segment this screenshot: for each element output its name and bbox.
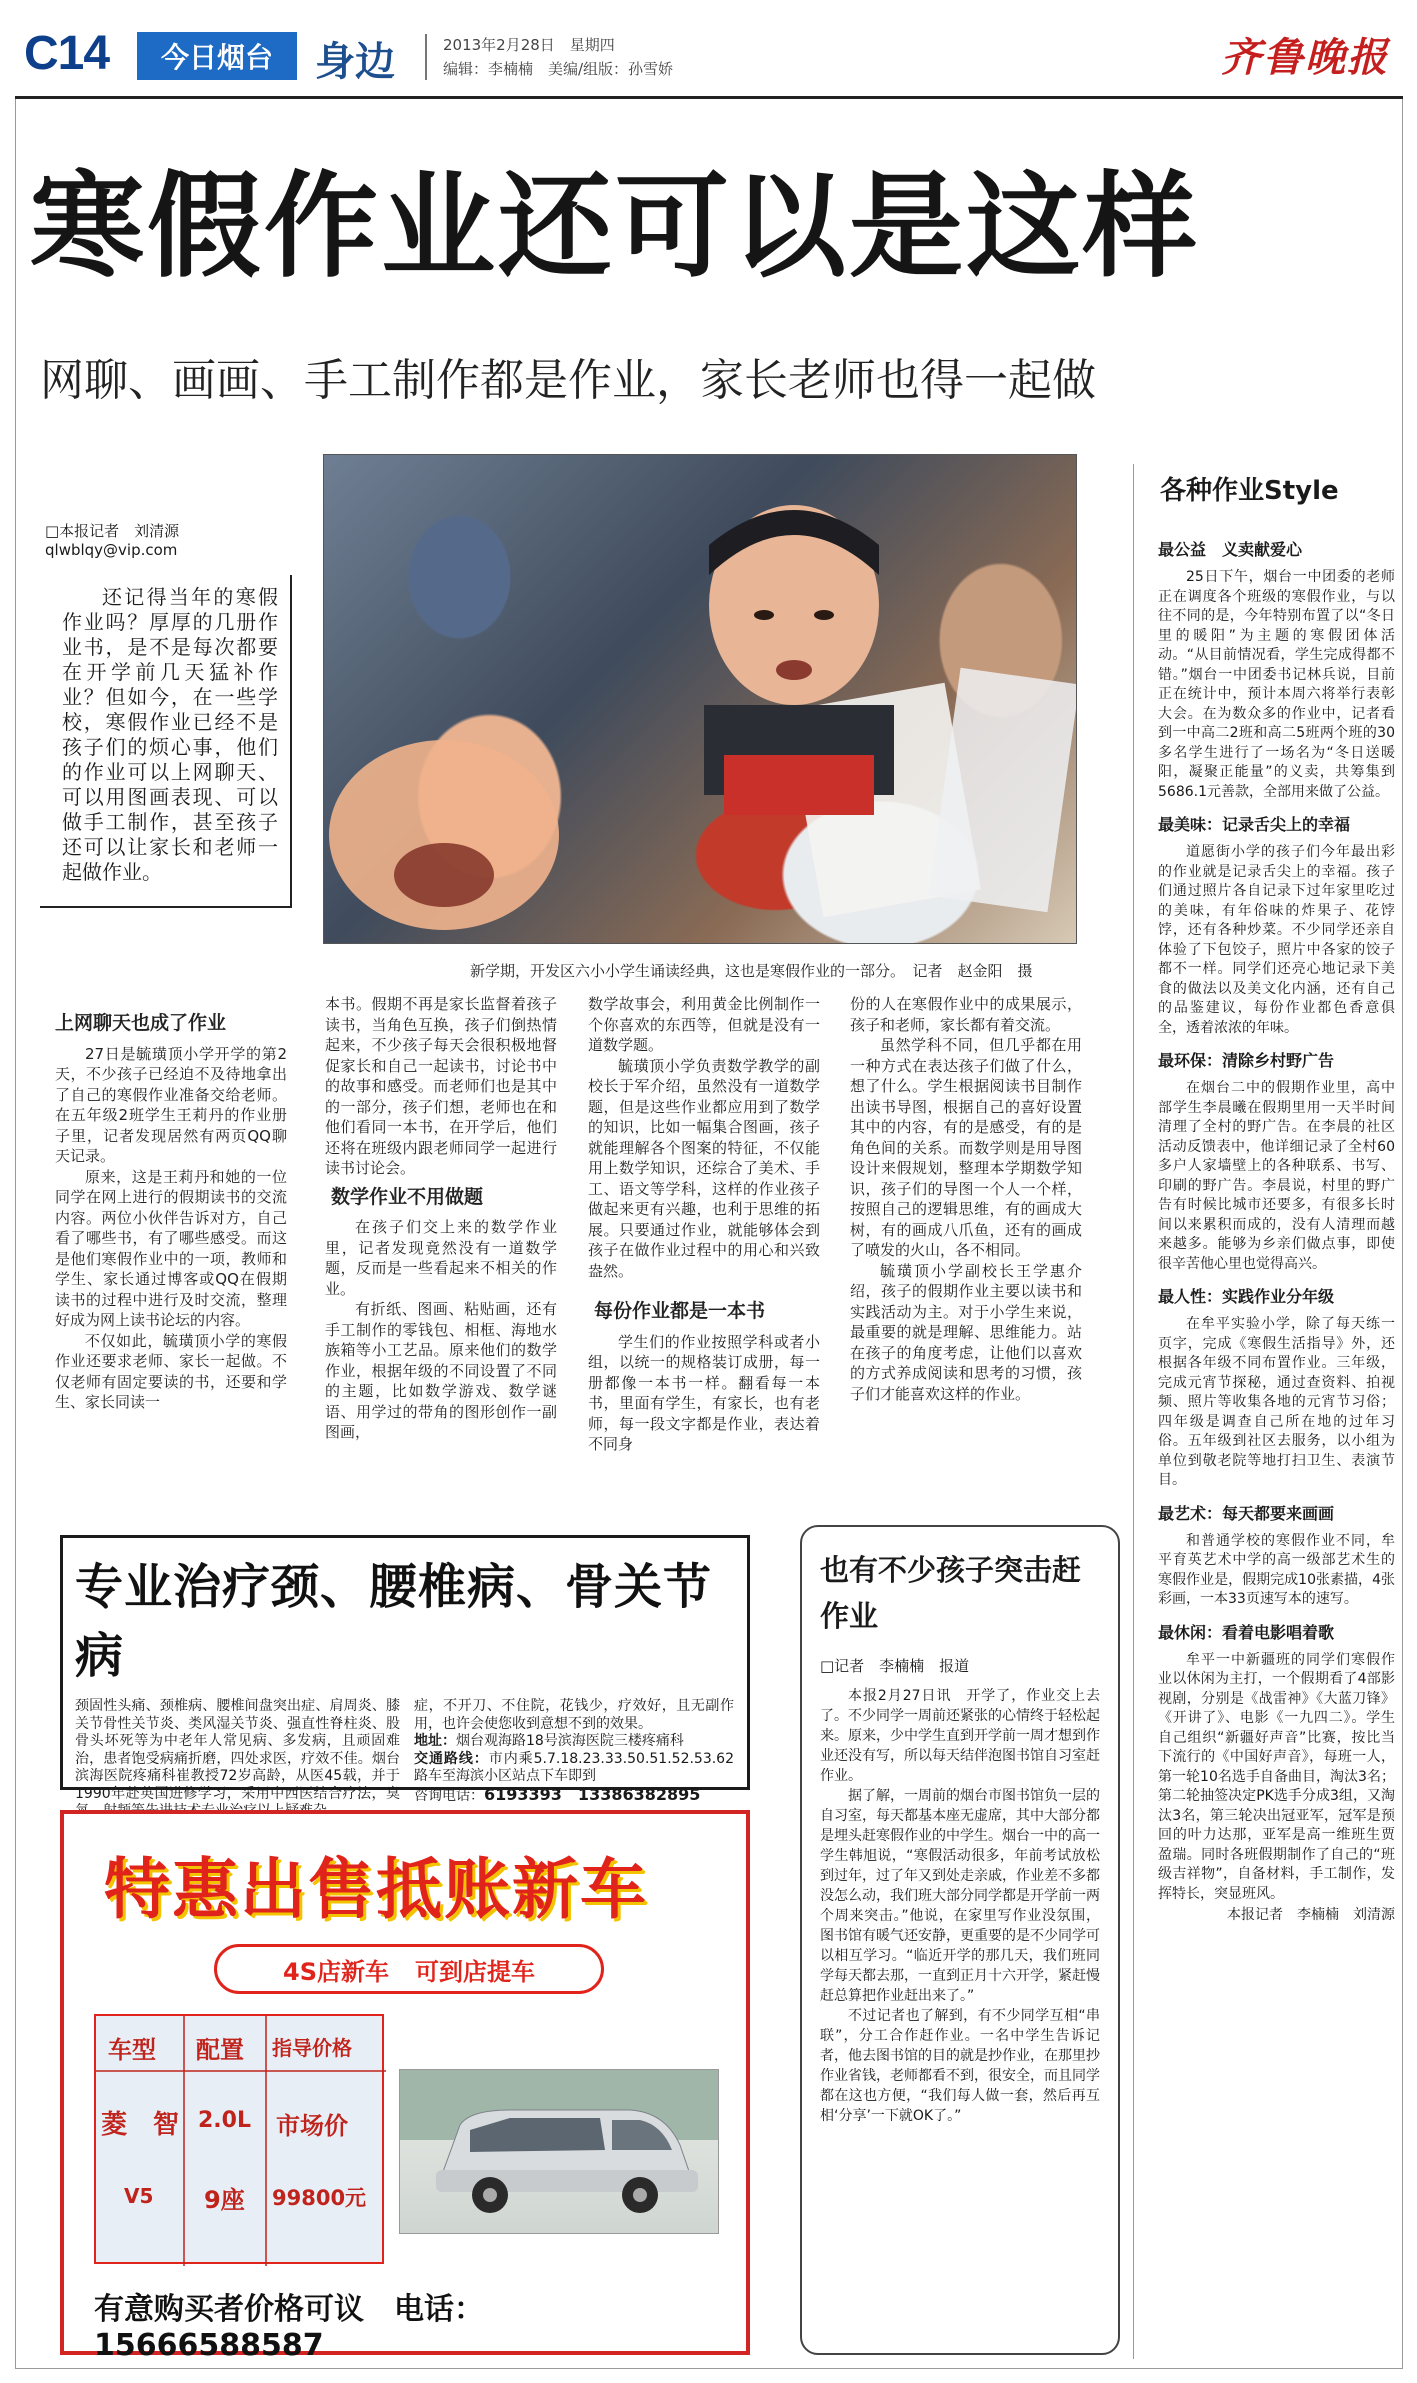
box-title: 也有不少孩子突击赶作业 xyxy=(820,1553,1082,1633)
sidebar-homework-styles xyxy=(1140,470,1395,1926)
sidebar-section-heading: 最休闲：看着电影唱着歌 xyxy=(1158,1622,1335,1642)
ad-title: 专业治疗颈、腰椎病、骨关节病 xyxy=(75,1559,713,1684)
minivan-illustration xyxy=(400,2070,719,2234)
article-byline: □本报记者 刘清源 xyxy=(45,522,180,540)
sidebar-paragraph: 道愿街小学的孩子们今年最出彩的作业就是记录舌尖上的幸福。孩子们通过照片各自记录下过年家里吃过的美味，有年俗味的炸果子、花饽饽，还有各种炒菜。不少同学还亲自体验了下包饺子，照片中各家的饺子都不一样。同学们还亮心地记录下美食的做法以及美文化内涵，还有自己的品鉴建议，每份作业都色香意俱全，透着浓浓的年味。 xyxy=(1158,844,1395,1036)
ad-benefits: 症，不开刀、不住院，花钱少，疗效好，且无副作用，也许会使您收到意想不到的效果。 xyxy=(414,1698,734,1732)
sidebar-section-heading: 最人性：实践作业分年级 xyxy=(1158,1287,1335,1306)
sidebar-paragraph: 25日下午，烟台一中团委的老师正在调度各个班级的寒假作业，与以往不同的是，今年特别布置了以“冬日里的暖阳”为主题的寒假团体活动。“从目前情况看，学生完成得都不错。”烟台一中团委书记林兵说，目前正在统计中，预计本周六将举行表彰大会。在为数众多的作业中，记者看到一中高二2班和高二5班两个班的30多名学生进行了一场名为“冬日送暖阳，凝聚正能量”的义卖，共筹集到5686.1元善款，全部用来做了公益。 xyxy=(1158,569,1395,800)
sidebar-paragraph: 和普通学校的寒假作业不同，牟平育英艺术中学的高一级部艺术生的寒假作业是，假期完成10张素描，4张彩画，一本33页速写本的速写。 xyxy=(1158,1532,1395,1607)
ad-banner xyxy=(214,1944,604,1994)
article-column-2 xyxy=(325,994,557,1443)
cell-seats: 9座 xyxy=(204,2186,245,2214)
ad-address xyxy=(414,1733,734,1751)
paragraph-continued: 本书。假期不再是家长监督着孩子读书，当角色互换，孩子们倒热情起来，不少孩子每天会很积极地督促家长和自己一起读书，讨论书中的故事和感受。而老师们也是其中的一部分，孩子们想，老师也在和他们看同一本书，在开学后，他们还将在班级内跟老师同学一起进行读书讨论会。 xyxy=(325,995,557,1177)
ad-description: 颈固性头痛、颈椎病、腰椎间盘突出症、肩周炎、膝关节骨性关节炎、类风湿关节炎、强直性脊柱炎、股骨头坏死等为中老年人常见病、多发病，且顽固难治，患者饱受病痛折磨，四处求医，疗效不佳。烟台滨海医院疼痛科崔教授72岁高龄，从医45载，并于1990年赴英国进修学习，采用中西医结合疗法，臭 xyxy=(75,1698,400,1802)
medical-advertisement xyxy=(60,1535,750,1804)
paragraph: 不仅如此，毓璜顶小学的寒假作业还要求老师、家长一起做。不仅老师有固定要读的书，还要和学生、家长同读一 xyxy=(55,1331,287,1411)
paragraph: 不过记者也了解到，有不少同学互相“串联”，分工合作赶作业。一名中学生告诉记者，他去图书馆的目的就是抄作业，在那里抄作业省钱，老师都看不到，很安全，而且同学都在这也方便，“我们每人做一套，然后再互相‘分享’一下就OK了。” xyxy=(820,2008,1100,2124)
header-model: 车型 xyxy=(108,2036,156,2064)
paragraph: 学生们的作业按照学科或者小组，以统一的规格装订成册，每一册都像一本书一样。翻看每一本书，里面有学生，有家长，也有老师，每一段文字都是作业，表达着不同身 xyxy=(588,1332,820,1453)
sidebar-paragraph: 牟平一中新疆班的同学们寒假作业以休闲为主打，一个假期看了4部影视剧，分别是《战雷神》《大蓝刀锋》《开讲了》、电影《一九四二》。学生自己组织“新疆好声音”比赛，按比当下流行的《中国好声音》，每班一人，第一轮10名选手自备曲目，淘汰3名；第二轮抽签决定PK选手分成3组，又淘汰3名，第三轮决出冠亚军，冠军是预回的叶力达那，亚军是高一维班生贾盈瑞。同时各班假期制作了自己的“班级吉祥物”，自备材料，手工制作，发挥特长，突显班风。 xyxy=(1158,1651,1395,1902)
paragraph: 据了解，一周前的烟台市图书馆负一层的自习室，每天都基本座无虚席，其中大部分都是埋头赶寒假作业的中学生。烟台一中的高一学生韩旭说，“寒假活动很多，年前考试放松到过年，过了年又到处走亲戚，作业差不多都没怎么动，我们班大部分同学都是开学前一两个周来突击。”他说，在家里写作业没氛围，图书馆有暖气还安静，更重要的是不少同学可以相互学习。“临近开学的那几天，我们班同学每天都去那，一直到正月十六开学，紧赶慢赶总算把作业赶出来了。” xyxy=(820,1788,1100,2004)
publication-date: 2013年2月28日 星期四 xyxy=(443,36,615,54)
banner-left: 4S店新车 xyxy=(283,1957,389,1986)
lead-paragraph-box xyxy=(40,575,292,908)
photo-caption: 新学期，开发区六小小学生诵读经典，这也是寒假作业的一部分。 记者 赵金阳 摄 xyxy=(470,962,1033,980)
phone-number: 6193393 13386382895 xyxy=(484,1784,701,1804)
sidebar-paragraph: 在牟平实验小学，除了每天练一页字，完成《寒假生活指导》外，还根据各年级不同布置作业。三年级，完成元宵节探秘，通过查资料、拍视频、照片等收集各地的元宵节习俗；四年级是调查自己所在地的过年习俗。五年级到社区去服务，以小组为单位到敬老院等地打扫卫生、表演节目。 xyxy=(1158,1316,1395,1488)
header-divider xyxy=(425,34,427,80)
editor-credits: 编辑：李楠楠 美编/组版：孙雪娇 xyxy=(443,60,674,78)
box-body xyxy=(820,1686,1100,2126)
paragraph: 有折纸、图画、粘贴画，还有手工制作的零钱包、相框、海地水族箱等小工艺品。原来他们的数学作业，根据年级的不同设置了不同的主题，比如数学游戏、数学谜语、用学过的带角的图形创作一副图画， xyxy=(325,1300,557,1441)
paragraph: 本报2月27日讯 开学了，作业交上去了。不少同学一周前还紧张的心情终于轻松起来。原来，少中学生直到开学前一周才想到作业还没有写，所以每天结伴泡图书馆自习室赶作业。 xyxy=(820,1688,1100,1784)
route-label: 交通路线： xyxy=(414,1750,489,1767)
sidebar-section-body xyxy=(1140,1651,1395,1905)
sidebar-paragraph: 在烟台二中的假期作业里，高中部学生李晨曦在假期里用一天半时间清理了全村的野广告。在李晨的社区活动反馈表中，他详细记录了全村60多户人家墙壁上的各种联系、书写、印刷的野广告。李晨说，村里的野广告有时候比城市还要多，有很多长时间以来累积而成的，没有人清理而越来越多。能够为乡亲们做点事，即使很辛苦他心里也觉得高兴。 xyxy=(1158,1080,1395,1272)
ad-phone xyxy=(414,1786,734,1806)
address-label: 地址： xyxy=(414,1733,456,1749)
cell-model: 菱 智 xyxy=(101,2110,180,2140)
sidebar-section-heading: 最艺术：每天都要来画画 xyxy=(1158,1503,1335,1523)
article-column-1 xyxy=(55,1005,287,1413)
paragraph: 毓璜顶小学副校长王学惠介绍，孩子的假期作业主要以读书和实践活动为主。对于小学生来说，最重要的就是理解、思维能力。站在孩子的角度考虑，让他们以喜欢的方式养成阅读和思考的习惯，孩子们才能喜欢这样的作业。 xyxy=(850,1261,1082,1403)
sidebar-divider xyxy=(1133,464,1134,2359)
sidebar-section-heading: 最公益 义卖献爱心 xyxy=(1158,540,1303,559)
sidebar-section-body xyxy=(1140,843,1395,1038)
section-tab: 今日烟台 xyxy=(137,32,297,80)
header-price: 指导价格 xyxy=(272,2036,352,2060)
sidebar-credit: 本报记者 李楠楠 刘清源 xyxy=(1227,1907,1395,1923)
phone-label: 咨询电话： xyxy=(414,1787,484,1804)
subheadline: 网聊、画画、手工制作都是作业，家长老师也得一起做 xyxy=(40,355,1096,406)
ad-route xyxy=(414,1751,734,1786)
header-config: 配置 xyxy=(196,2036,244,2064)
photo-illustration xyxy=(324,455,1077,944)
paragraph-continued: 数学故事会，利用黄金比例制作一个你喜欢的东西等，但就是没有一道数学题。 xyxy=(588,995,820,1054)
cell-price: 99800元 xyxy=(272,2186,367,2210)
sidebar-title: 各种作业Style xyxy=(1160,476,1339,506)
paragraph: 在孩子们交上来的数学作业里，记者发现竟然没有一道数学题，反而是一些看起来不相关的作业。 xyxy=(325,1218,557,1298)
sidebar-section-heading: 最环保：清除乡村野广告 xyxy=(1158,1051,1335,1070)
lead-paragraph: 还记得当年的寒假作业吗？厚厚的几册作业书，是不是每次都要在开学前几天猛补作业？但如今，在一些学校，寒假作业已经不是孩子们的烦心事，他们的作业可以上网聊天、可以用图画表现、可以做手工制作，甚至孩子还可以让家长和老师一起做作业。 xyxy=(62,585,278,884)
banner-right: 可到店提车 xyxy=(414,1957,535,1986)
car-sale-advertisement xyxy=(60,1810,750,2363)
sidebar-section-body xyxy=(1140,1079,1395,1274)
sidebar-section-heading: 最美味：记录舌尖上的幸福 xyxy=(1158,815,1351,834)
cell-variant: V5 xyxy=(124,2184,154,2208)
route-text: 市内乘5.7.18.23.33.50.51.52.53.62路车至海滨小区站点下车即到 xyxy=(414,1750,735,1784)
cell-engine: 2.0L xyxy=(198,2108,251,2133)
minivan-photo xyxy=(399,2069,719,2234)
box-byline: □记者 李楠楠 报道 xyxy=(820,1657,970,1675)
paragraph: 27日是毓璜顶小学开学的第2天，不少孩子已经迫不及待地拿出了自己的寒假作业准备交给老师。在五年级2班学生王莉丹的作业册子里，记者发现居然有两页QQ聊天记录。 xyxy=(55,1044,287,1165)
ad-contact: 有意购买者价格可议 电话： 15666588587 xyxy=(94,2292,499,2363)
address-text: 烟台观海路18号滨海医院三楼疼痛科 xyxy=(456,1733,684,1749)
newspaper-masthead: 齐鲁晚报 xyxy=(1221,34,1389,81)
reporter-email: qlwblqy@vip.com xyxy=(45,541,178,559)
ad-body xyxy=(75,1698,735,1821)
article-column-4 xyxy=(850,994,1082,1404)
ad-details xyxy=(414,1698,734,1821)
sidebar-section-body xyxy=(1140,568,1395,802)
headline: 寒假作业还可以是这样 xyxy=(30,160,1201,293)
section-heading-book: 每份作业都是一本书 xyxy=(594,1300,766,1322)
paragraph: 原来，这是王莉丹和她的一位同学在网上进行的假期读书的交流内容。两位小伙伴告诉对方，自己看了哪些书，有了哪些感受。而这是他们寒假作业中的一项，教师和学生、家长通过博客或QQ在假期读书的过程中进行及时交流，整理好成为网上读书论坛的内容。 xyxy=(55,1167,287,1329)
sidebar-section-body xyxy=(1140,1532,1395,1610)
paragraph-continued: 份的人在寒假作业中的成果展示，孩子和老师，家长都有着交流。 xyxy=(850,995,1082,1034)
paragraph: 毓璜顶小学负责数学教学的副校长于军介绍，虽然没有一道数学题，但是这些作业都应用到了数学的知识，比如一幅集合图画，孩子就能理解各个图案的特征，不仅能用上数学知识，还综合了美术、手工、语文等学科，这样的作业孩子做起来更有兴趣，也利于思维的拓展。只要通过作业，就能够体会到孩子在做作业过程中的用心和兴致盎然。 xyxy=(588,1056,820,1280)
page-number: C14 xyxy=(24,27,110,80)
cell-market-price-label: 市场价 xyxy=(276,2112,348,2140)
sidebar-section-body xyxy=(1140,1315,1395,1491)
news-photo xyxy=(323,454,1077,944)
article-column-3 xyxy=(588,994,820,1455)
section-heading-math: 数学作业不用做题 xyxy=(331,1185,484,1208)
section-heading-chat: 上网聊天也成了作业 xyxy=(55,1012,227,1034)
sidebar-article-cramming xyxy=(800,1525,1120,2355)
price-table xyxy=(94,2014,384,2264)
ad-title: 特惠出售抵账新车 xyxy=(104,1851,648,1928)
section-name: 身边 xyxy=(315,39,395,85)
paragraph: 虽然学科不同，但几乎都在用一种方式在表达孩子们做了什么，想了什么。学生根据阅读书目制作出读书导图，根据自己的喜好设置其中的内容，有的是感受，有的是角色间的关系。而数学则是用导图设计来假规划，整理本学期数学知识，孩子们的导图一个人一个样，按照自己的逻辑思维，有的画成大树，有的画成八爪鱼，还有的画成了喷发的火山，各不相同。 xyxy=(850,1036,1082,1259)
